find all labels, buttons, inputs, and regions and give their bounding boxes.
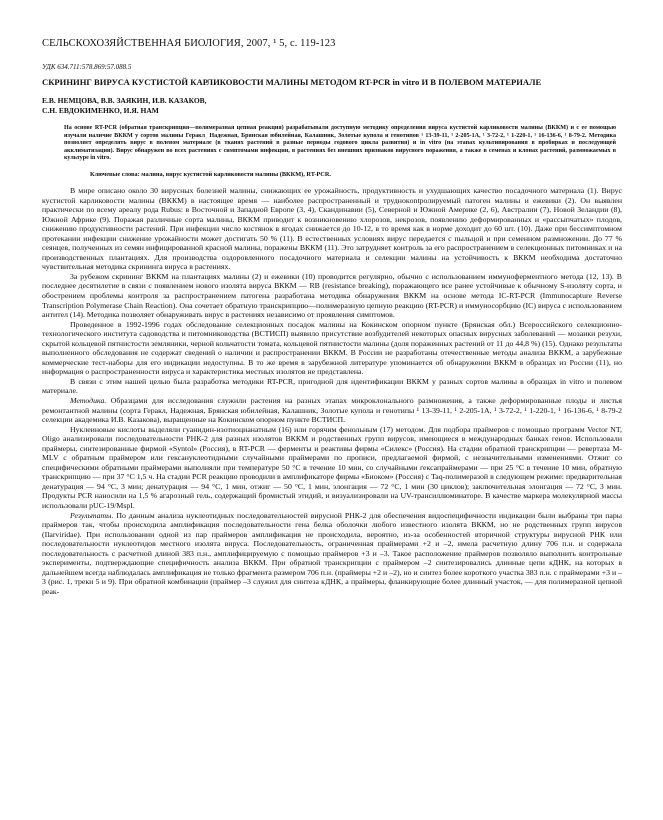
paragraph	[42, 272, 622, 320]
article-page	[42, 38, 622, 596]
section-lead-methods: Методика.	[70, 396, 107, 405]
udk-code: УДК 634.711:578.869:57.088.5	[42, 63, 132, 71]
keywords: Ключевые слова: малина, вирус кустистой карликовости малины (ВККМ), RT-PCR.	[90, 170, 331, 178]
abstract: На основе RT-PCR (обратная транскрипция—полимеразная цепная реакция) разрабатывали доступную методику определения вируса кустистой карликовости малины (ВККМ) и с ее помощью изучали наличие ВККМ у сортов малины Гераклˌ Надежная, Брянская юбилейная, Калашник, Золотые купола и генотипов ¹ 13-39-11, ¹ 2-205-1А, ¹ 3-72-2, ¹ 1-220-1, ¹ 16-136-6, ¹ 8-79-2. Методика позволяет определять вирус в полевом материале (в тканях растений в разные периоды годового цикла развития) и in vitro (на этапах культивирования в пробирках и последующей акклиматизации). Вирус обнаружен во всех растениях с симптомами инфекции, в растениях без внешних признаков вирусного поражения, а также в семенах и клонах растений, размножаемых в культуре in vitro.	[64, 125, 616, 162]
paragraph-text: В связи с этим нашей целью была разработка методики RT-PCR, пригодной для идентификации ВККМ у разных сортов малины в образцах in vitro и полевом материале.	[42, 376, 622, 396]
journal-header: СЕЛЬСКОХОЗЯЙСТВЕННАЯ БИОЛОГИЯ, 2007, ¹ 5, с. 119-123	[42, 38, 336, 49]
article-title: СКРИНИНГ ВИРУСА КУСТИСТОЙ КАРЛИКОВОСТИ МАЛИНЫ МЕТОДОМ RT-PCR in vitro И В ПОЛЕВОМ МАТЕРИАЛЕ	[42, 77, 542, 87]
paragraph-text: За рубежом скрининг ВККМ на плантациях малины (2) и ежевики (10) проводится регулярно, обычно с использованием иммуноферментного метода (12, 13). В последнее десятилетие в связи с появлением нового изолята вируса ВККМ — RB (resistance breaking), поражающего все ранее устойчивые к обычному S-изоляту сорта, и обострением проблемы контроля за распространением патогена разработана методика обнаружения ВККМ на основе метода IC-RT-PCR (Immunocapture Reverse Transcription Polymerase Chain Reaction). Она сочетает обратную транскрипцию—полимеразную цепную реакцию (RT-PCR) и иммуносорбцию (IC) вируса с использованием антител (14). Методика позволяет обнаруживать вирус в растениях независимо от проявления симптомов.	[42, 271, 622, 320]
paragraph-results	[42, 511, 622, 597]
authors-line-2: С.Н. ЕВДОКИМЕНКО, И.Я. НАМ	[42, 106, 159, 115]
paragraph-methods	[42, 396, 622, 425]
authors-block	[42, 96, 622, 116]
paragraph-text: В мире описано около 30 вирусных болезней малины, снижающих ее урожайность, продуктивность и ухудшающих качество посадочного материала (1). Вирус кустистой карликовости малины (ВККМ) в настоящее время — наиболее распространенный и труднокontролируемый патоген малины и ежевики (2). Он выявлен практически по всему ареалу рода Rubus: в Восточной и Западной Европе (3, 4), Скандинавии (5), Северной и Южной Америке (2, 6), Австралии (7), Новой Зеландии (8), Южной Африке (9). Поражая различные сорта малины, ВККМ приводит к возникновению хлорозов, некрозов, появлению деформированных и «рассыпчатых» плодов, снижению продуктивности растений. При инфекции число костянок в ягодах снижается до 10-12, в то время как в норме доходит до 60 шт. (10). Даже при бессимптомном протекании инфекции снижение урожайности может достигать 50 % (11). В естественных условиях вирус передается с пыльцой и при семенном размножении. До 77 % сеянцев, полученных из семян инфицированной красной малины, поражены ВККМ (11). Это затрудняет контроль за его распространением в селекционных питомниках и на производственных плантациях. Для производства оздоровленного посадочного материала и селекции малины на устойчивость к ВККМ необходима достаточно чувствительная методика скрининга вируса в растениях.	[42, 185, 622, 272]
paragraph	[42, 320, 622, 377]
paragraph-text: Образцами для исследования служили растения на разных этапах микроклонального размножения, а также деформированные плоды и листья ремонтантной малины (сорта Геракл, Надежная, Брянская юбилейная, Калашник, Золотые купола и генотипы ¹ 13-39-11, ¹ 2-205-1А, ¹ 3-72-2, ¹ 1-220-1, ¹ 16-136-6, ¹ 8-79-2 селекции академика И.В. Казакова), выращенные на Кокинском опорном пункте ВСТИСП.	[42, 396, 622, 425]
paragraph	[42, 425, 622, 511]
paragraph	[42, 377, 622, 396]
paragraph-text: Нуклеиновые кислоты выделяли гуанидин-изотиоцианатным (16) или горячим фенольным (17) методом. Для подбора праймеров с помощью программ Vector NT, Oligo анализировали последовательности РНК-2 для разных изолятов ВККМ и родственных групп вирусов, имеющиеся в международных банках генов. Использовали праймеры, синтезированные фирмой «Syntol» (Россия), в RT-PCR — ферменты и реактивы фирмы «Силекс» (Россия). На стадии обратной транскрипции — ревертаза M-MLV с обратным праймером или гексануклеотидными случайными праймерами по прописи, предлагаемой фирмой, с незначительными изменениями. Отжиг со специфическими обратными праймерами выполняли при температуре 50 °С в течение 10 мин, со случайными гексапраймерами — при 25 °С в течение 10 мин, обратную транскрипцию — при 37 °С 1,5 ч. На стадии PCR реакцию проводили в амплификаторе фирмы «Биоком» (Россия) с Taq-полимеразой в следующем режиме: предварительная денатурация — 94 °С, 3 мин; денатурация — 94 °С, 1 мин, отжиг — 50 °С, 1 мин, элонгация — 72 °С, 1 мин (30 циклов); заключительная элонгация — 72 °С, 3 мин. Продукты PCR наносили на 1,5 % агарозный гель, содержащий бромистый этидий, и визуализировали на UV-трансиллюминаторе. В качестве маркера молекулярной массы использовали pUC-19/MspI.	[42, 424, 622, 511]
paragraph-text: По данным анализа нуклеотидных последовательностей вирусной РНК-2 для обеспечения видоспецифичности индикации были выбраны три пары праймеров так, чтобы происходила амплификация последовательности гена белка оболочки любого известного изолята ВККМ, но не родственных групп вирусов (Ilarviridae). При использовании одной из пар праймеров амплификация не происходила, вероятно, из-за особенностей вторичной структуры вирусной РНК или последовательности нуклеотидов местного изолята вируса. Последовательность, ограниченная праймерами +2 и –2, имела расчетную длину 706 п.н. и содержала последовательность с расчетной длиной 383 п.н., амплифицируемую с помощью праймеров +3 и –3. Такое расположение праймеров позволяло выполнить контрольные эксперименты, подтверждающие специфичность анализа ВККМ. При обратной транскрипции с праймером –2 синтезировались длинные цепи кДНК, на которых в дальнейшем всегда наблюдалась амплификация не только фрагмента размером 706 п.н. (праймеры +2 и –2), но и синтез более короткого участка 383 п.н. с праймерами +3 и –3 (рис. 1, треки 5 и 9). При обратной комбинации (праймер –3 служил для синтеза кДНК, а праймеры, фланкирующие более длинный участок, — для полимеразной цепной реак-	[42, 510, 622, 596]
paragraph-text: Проведенное в 1992-1996 годах обследование селекционных посадок малины на Кокинском опорном пункте (Брянская обл.) Всероссийского селекционно-технологического института садоводства и питомниководства (ВСТИСП) выявило присутствие возбудителей некоторых опасных вирусных заболеваний — мозаики резухи, скрытой кольцевой пятнистости земляники, черной кольчатости томата, кольцевой пятнистости малины (доля пораженных растений от 11 до 44,8 %) (15). Однако результаты выполненного обследования не содержат сведений о наличии и распространении ВККМ. В России не разработаны отечественные методы анализа ВККМ, а зарубежные коммерческие тест-наборы для его индикации недоступны. В то же время в зарубежной литературе упоминается об обнаружении ВККМ в образцах из России (11), но информация о распространенности вируса и характеристика местных изолятов не представлена.	[42, 319, 622, 377]
paragraph	[42, 186, 622, 272]
article-body	[42, 186, 622, 597]
authors-line-1: Е.В. НЕМЦОВА, В.В. ЗАЯКИН, И.В. КАЗАКОВ,	[42, 96, 207, 105]
section-lead-results: Результаты.	[70, 510, 114, 520]
